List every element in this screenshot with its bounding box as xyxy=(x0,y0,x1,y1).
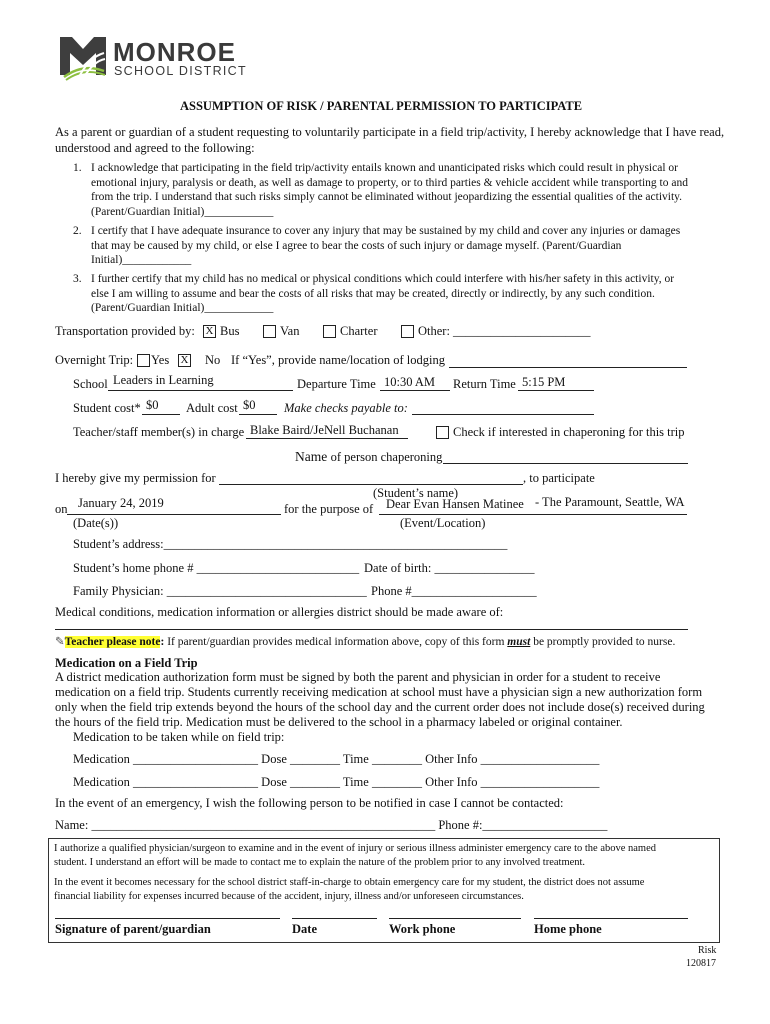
item-2 xyxy=(91,224,731,268)
overnight-yes-label: Yes xyxy=(151,353,170,367)
parent-signature-line[interactable] xyxy=(55,918,280,919)
adult-cost-field[interactable] xyxy=(239,414,277,415)
medication-heading: Medication on a Field Trip xyxy=(55,656,198,670)
return-value: 5:15 PM xyxy=(522,375,566,389)
emergency-text: In the event of an emergency, I wish the following person to be notified in case I cannot be contacted: xyxy=(55,796,564,810)
home-phone-label: Home phone xyxy=(534,922,602,936)
intro-line-2: understood and agreed to the following: xyxy=(55,141,255,155)
medication-line: the hours of the field trip. Medication must be delivered to the school in a pharmacy labeled or original container. xyxy=(55,715,623,729)
location-value: - The Paramount, Seattle, WA xyxy=(535,495,685,509)
logo-subtitle: SCHOOL DISTRICT xyxy=(114,64,247,78)
checks-payable-field[interactable] xyxy=(412,414,594,415)
teacher-value: Blake Baird/JeNell Buchanan xyxy=(250,423,399,437)
overnight-no-checkbox[interactable]: X xyxy=(178,354,191,367)
item-1-initial[interactable]: (Parent/Guardian Initial)____________ xyxy=(91,205,274,218)
medication-line: medication on a field trip. Students currently receiving medication at school must have a physician sign a new authorization form xyxy=(55,685,703,699)
item-3-initial[interactable]: (Parent/Guardian Initial)____________ xyxy=(91,302,274,314)
footer-code: 120817 xyxy=(686,958,716,969)
item-3-line: I further certify that my child has no medical or physical conditions which could interfere with his/her safety in this activity, or xyxy=(91,273,675,285)
authorization-text xyxy=(54,842,656,904)
other-field[interactable]: Other: ______________________ xyxy=(418,324,591,338)
teacher-note-colon: : xyxy=(160,636,165,648)
teacher-note-must: must xyxy=(507,636,531,648)
other-checkbox[interactable] xyxy=(401,325,414,338)
medication-row-2[interactable]: Medication ____________________ Dose ________ Time ________ Other Info ___________________ xyxy=(73,775,600,789)
on-label: on xyxy=(55,502,68,516)
checks-payable-label: Make checks payable to: xyxy=(284,401,408,415)
date-value: January 24, 2019 xyxy=(78,496,164,510)
charter-checkbox[interactable] xyxy=(323,325,336,338)
work-phone-line[interactable] xyxy=(389,918,521,919)
teacher-note xyxy=(55,634,675,648)
authorization-line: In the event it becomes necessary for the school district staff-in-charge to obtain emergency care for my student, the district does not assume xyxy=(54,877,645,888)
item-1-line: I acknowledge that participating in the field trip/activity entails known and unanticipated risks which could result in physical or xyxy=(91,162,678,174)
date-signature-line[interactable] xyxy=(292,918,377,919)
monroe-logo-mark-icon xyxy=(58,35,108,81)
van-checkbox[interactable] xyxy=(263,325,276,338)
transport-label: Transportation provided by: xyxy=(55,324,195,338)
overnight-no-label: No xyxy=(205,353,221,367)
adult-cost-value: $0 xyxy=(243,398,256,412)
adult-cost-label: Adult cost xyxy=(186,401,238,415)
student-cost-value: $0 xyxy=(146,398,159,412)
intro-line-1: As a parent or guardian of a student requesting to voluntarily participate in a field trip/activity, I hereby acknowledge that I have read, xyxy=(55,125,725,139)
overnight-label: Overnight Trip: xyxy=(55,353,134,367)
logo-name: MONROE xyxy=(113,37,236,67)
charter-label: Charter xyxy=(340,324,378,338)
item-2-initial[interactable]: Initial)____________ xyxy=(91,254,192,266)
teacher-field[interactable] xyxy=(246,438,408,439)
parent-signature-label: Signature of parent/guardian xyxy=(55,922,211,936)
lodging-label: If “Yes”, provide name/location of lodging xyxy=(231,353,445,367)
return-label: Return Time xyxy=(453,377,516,391)
date-of-birth-field[interactable]: Date of birth: ________________ xyxy=(364,561,535,575)
student-address-field[interactable]: Student’s address:_______________________________________________________ xyxy=(73,537,508,551)
school-value: Leaders in Learning xyxy=(113,373,214,387)
item-1 xyxy=(91,161,731,219)
home-phone-line[interactable] xyxy=(534,918,688,919)
page-title: ASSUMPTION OF RISK / PARENTAL PERMISSION TO PARTICIPATE xyxy=(180,99,583,113)
school-label: School xyxy=(73,377,108,391)
purpose-label: for the purpose of xyxy=(284,502,374,516)
teacher-label: Teacher/staff member(s) in charge xyxy=(73,425,245,439)
chaperone-name-label-1: Name xyxy=(295,449,328,464)
emergency-contact-field[interactable]: Name: _______________________________________________________ Phone #:____________________ xyxy=(55,818,608,832)
student-name-caption: (Student’s name) xyxy=(373,486,459,500)
item-2-number: 2. xyxy=(73,225,82,237)
physician-field[interactable]: Family Physician: ________________________________ xyxy=(73,584,367,598)
medication-paragraph xyxy=(55,670,705,730)
dates-caption: (Date(s)) xyxy=(73,516,119,530)
medical-conditions-field[interactable] xyxy=(55,629,688,630)
departure-value: 10:30 AM xyxy=(384,375,436,389)
tag-icon: ✎ xyxy=(55,636,65,648)
medication-taken-label: Medication to be taken while on field trip: xyxy=(73,730,285,744)
chaperone-checkbox[interactable] xyxy=(436,426,449,439)
item-3-number: 3. xyxy=(73,273,82,285)
footer-risk: Risk xyxy=(698,945,717,956)
medication-line: only when the field trip extends beyond the hours of the school day and the current order does not include dose(s) received during xyxy=(55,700,705,714)
student-cost-field[interactable] xyxy=(142,414,180,415)
chaperone-name-label-2: of person chaperoning xyxy=(330,450,443,464)
departure-field[interactable] xyxy=(380,390,450,391)
item-3 xyxy=(91,272,731,316)
teacher-note-label: Teacher please note xyxy=(64,636,161,648)
item-2-line: that may be caused by my child, or else I agree to bear the costs of such injury or damage myself. (Parent/Guardian xyxy=(91,239,622,252)
authorization-line: I authorize a qualified physician/surgeon to examine and in the event of injury or serious illness administer emergency care to the above named xyxy=(54,843,657,854)
return-field[interactable] xyxy=(518,390,594,391)
chaperone-name-field[interactable] xyxy=(443,463,688,464)
bus-checkbox[interactable]: X xyxy=(203,325,216,338)
chaperone-check-label: Check if interested in chaperoning for this trip xyxy=(453,425,685,439)
date-field[interactable] xyxy=(67,514,281,515)
chaperone-name-label xyxy=(295,449,442,465)
bus-label: Bus xyxy=(220,324,240,338)
school-field[interactable] xyxy=(108,390,293,391)
event-caption: (Event/Location) xyxy=(400,516,486,530)
event-value: Dear Evan Hansen Matinee xyxy=(386,497,524,511)
departure-label: Departure Time xyxy=(297,377,376,391)
work-phone-label: Work phone xyxy=(389,922,456,936)
teacher-note-text-1: If parent/guardian provides medical information above, copy of this form xyxy=(164,636,508,648)
authorization-line: student. I understand an effort will be made to contact me to explain the nature of the problem prior to any involved treatment. xyxy=(54,857,586,868)
permission-text: I hereby give my permission for xyxy=(55,471,216,485)
student-phone-field[interactable]: Student’s home phone # __________________________ xyxy=(73,561,360,575)
item-1-line: from the trip. I understand that such risks simply cannot be eliminated without jeopardizing the essential qualities of the activity. xyxy=(91,191,683,203)
student-name-field[interactable] xyxy=(219,484,523,485)
overnight-yes-checkbox[interactable] xyxy=(137,354,150,367)
medication-row-1[interactable]: Medication ____________________ Dose ________ Time ________ Other Info ___________________ xyxy=(73,752,600,766)
student-cost-label: Student cost* xyxy=(73,401,141,415)
item-1-number: 1. xyxy=(73,162,82,174)
authorization-line: financial liability for expenses incurred because of the accident, injury, illness and/or unforeseen circumstances. xyxy=(54,891,524,902)
physician-phone-field[interactable]: Phone #____________________ xyxy=(371,584,537,598)
to-participate-text: , to participate xyxy=(523,471,595,485)
event-field[interactable] xyxy=(379,514,687,515)
medication-line: A district medication authorization form must be signed by both the parent and physician in order for a student to receive xyxy=(55,670,661,684)
medical-conditions-label: Medical conditions, medication information or allergies district should be made aware of: xyxy=(55,605,504,619)
item-1-line: emotional injury, paralysis or death, as well as damage to property, or to third parties & vehicle accident while transporting to and xyxy=(91,176,688,189)
date-label: Date xyxy=(292,922,317,936)
teacher-note-text-2: be promptly provided to nurse. xyxy=(530,636,676,648)
item-2-line: I certify that I have adequate insurance to cover any injury that may be sustained by my child and cover any injuries or damages xyxy=(91,225,681,237)
item-3-line: else I am willing to assume and bear the costs of all risks that may be created, directly or indirectly, by any such condition. xyxy=(91,287,655,300)
van-label: Van xyxy=(280,324,300,338)
lodging-field[interactable] xyxy=(449,367,687,368)
